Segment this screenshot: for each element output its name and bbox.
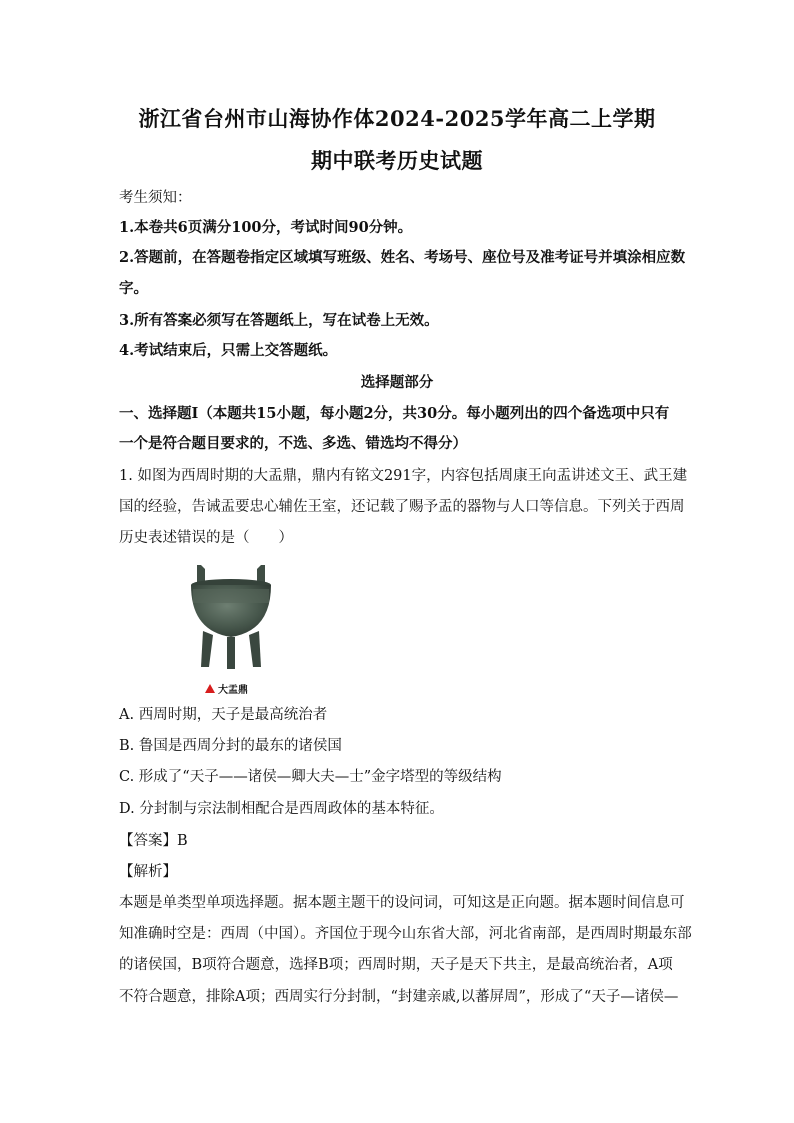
option-c: C. 形成了“天子——诸侯—卿大夫—士”金字塔型的等级结构: [119, 769, 502, 785]
document-title-line2: 期中联考历史试题: [311, 148, 483, 173]
part-instructions: 一、选择题Ⅰ（本题共15小题，每小题2分，共30分。每小题列出的四个备选项中只有: [119, 405, 670, 422]
analysis-text: 不符合题意，排除A项；西周实行分封制，“封建亲戚,以蕃屏周”，形成了“天子—诸侯—: [119, 989, 679, 1005]
figure-caption: [205, 681, 248, 696]
analysis-text: 的诸侯国，B项符合题意，选择B项；西周时期，天子是天下共主，是最高统治者，A项: [119, 957, 673, 973]
question-stem: 历史表述错误的是（ ）: [119, 530, 293, 546]
part-instructions: 一个是符合题目要求的，不选、多选、错选均不得分）: [119, 435, 467, 452]
question-stem: 国的经验，告诫盂要忠心辅佐王室，还记载了赐予盂的器物与人口等信息。下列关于西周: [119, 499, 685, 515]
triangle-icon: [205, 684, 215, 693]
notice-heading: 考生须知：: [119, 190, 192, 206]
option-a: A. 西周时期，天子是最高统治者: [119, 707, 328, 723]
analysis-label: 【解析】: [119, 864, 177, 880]
option-b: B. 鲁国是西周分封的最东的诸侯国: [119, 738, 342, 754]
analysis-text: 本题是单类型单项选择题。据本题主题干的设问词，可知这是正向题。据本题时间信息可: [119, 895, 685, 911]
answer-line: 【答案】B: [119, 833, 188, 849]
notice-item: 4.考试结束后，只需上交答题纸。: [119, 342, 338, 359]
question-stem: 1. 如图为西周时期的大盂鼎，鼎内有铭文291字，内容包括周康王向盂讲述文王、武王建: [119, 468, 688, 484]
document-title-line1: 浙江省台州市山海协作体2024-2025学年高二上学期: [138, 106, 656, 131]
analysis-text: 知准确时空是：西周（中国）。齐国位于现今山东省大部，河北省南部，是西周时期最东部: [119, 926, 692, 942]
notice-item: 1.本卷共6页满分100分，考试时间90分钟。: [119, 219, 413, 236]
bronze-ding-image: [185, 563, 277, 693]
section-title: 选择题部分: [360, 374, 434, 391]
notice-item: 2.答题前，在答题卷指定区域填写班级、姓名、考场号、座位号及准考证号并填涂相应数: [119, 249, 686, 266]
notice-item: 3.所有答案必须写在答题纸上，写在试卷上无效。: [119, 312, 439, 329]
figure-caption-text: 大盂鼎: [218, 685, 248, 696]
notice-item: 字。: [119, 280, 148, 297]
option-d: D. 分封制与宗法制相配合是西周政体的基本特征。: [119, 801, 444, 817]
